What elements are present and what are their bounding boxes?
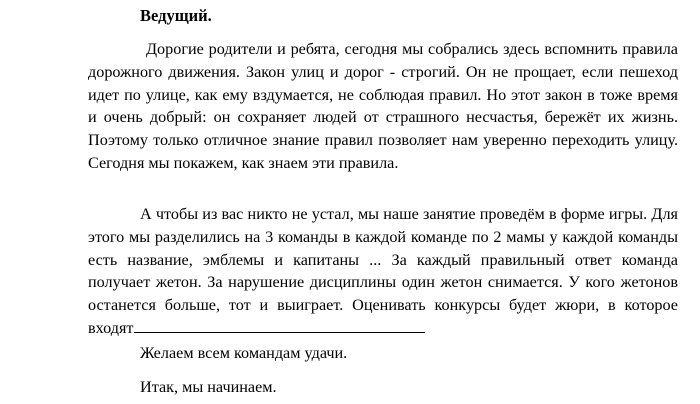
good-luck-line: Желаем всем командам удачи. — [140, 344, 348, 362]
paragraph-rules-text: А чтобы из вас никто не устал, мы наше занятие проведём в форме игры. Для этого мы разделились на 3 команды в каждой команде по 2 мамы у каждой команды есть название, эмблемы и капитаны ... За каждый правильный ответ команда получает жетон. За нарушение дисциплины один жетон снимается. У кого жетонов останется больше, тот и выиграет. Оценивать конкурсы будет жюри, в которое входят — [88, 205, 678, 337]
speaker-heading: Ведущий. — [140, 6, 212, 25]
paragraph-intro: Дорогие родители и ребята, сегодня мы собрались здесь вспомнить правила дорожного движения. Закон улиц и дорог - строгий. Он не прощает, если пешеход идет по улице, как ему вздумается, не соблюдая правил. Но этот закон в тоже время и очень добрый: он сохраняет людей от страшного несчастья, бережёт их жизнь. Поэтому только отличное знание правил позволяет нам уверенно переходить улицу. Сегодня мы покажем, как знаем эти правила. — [88, 40, 678, 172]
start-line: Итак, мы начинаем. — [140, 378, 277, 396]
paragraph-rules — [88, 203, 678, 340]
jury-blank-line — [134, 318, 425, 333]
